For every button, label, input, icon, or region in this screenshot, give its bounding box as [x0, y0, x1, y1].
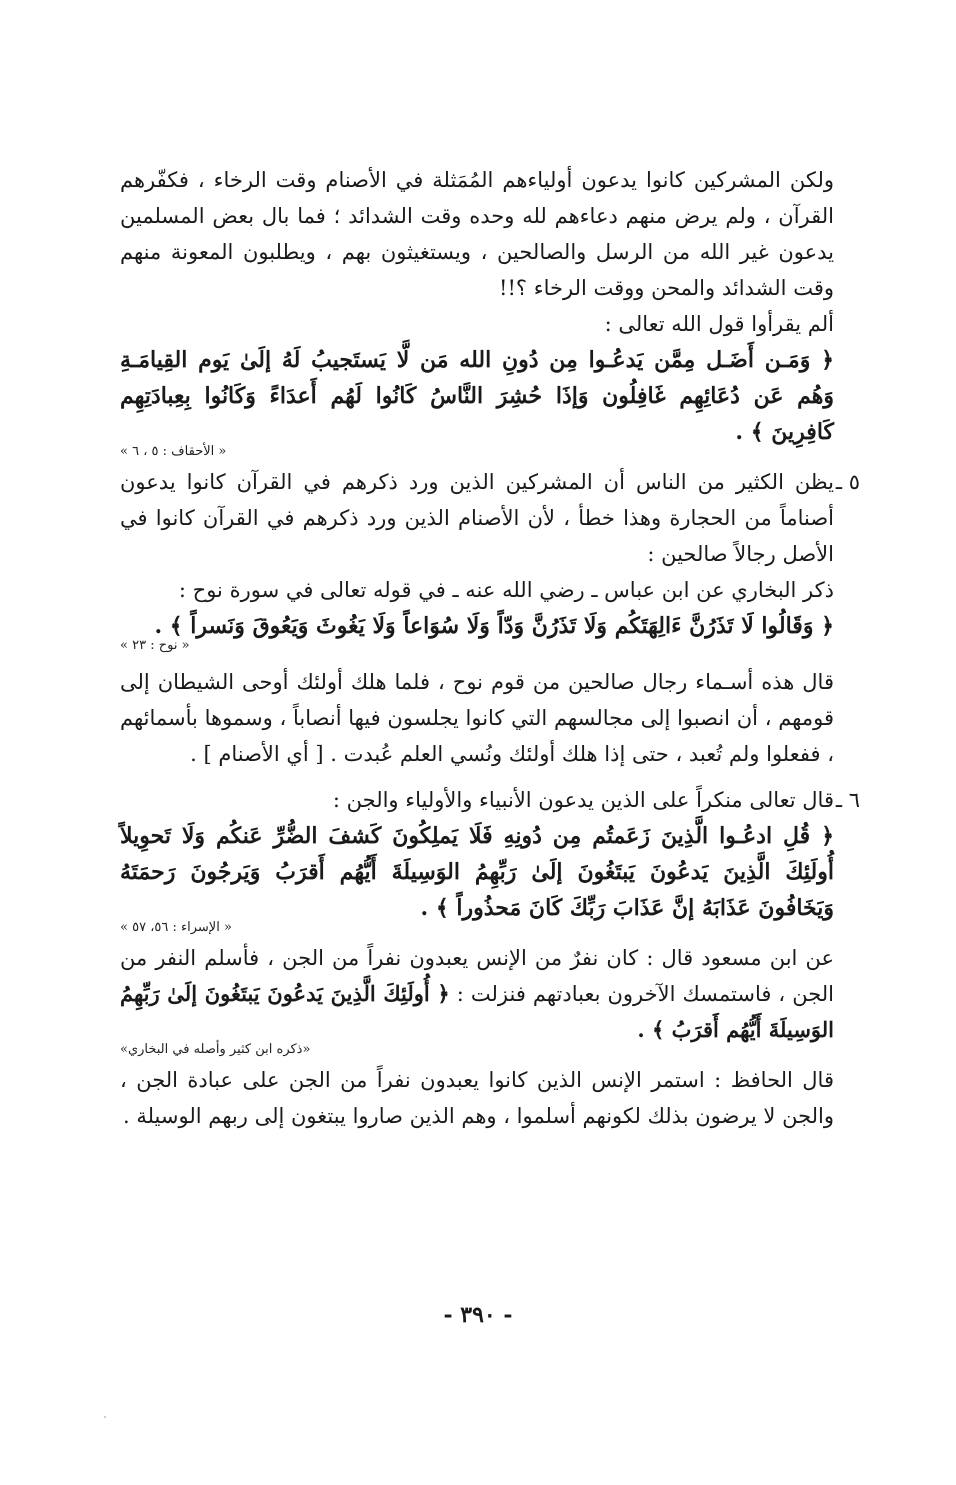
numbered-item-5	[120, 464, 860, 572]
page-body	[120, 162, 860, 1134]
paragraph-hafiz: قال الحافظ : استمر الإنس الذين كانوا يعبدون نفراً من الجن على عبادة الجن ، والجن لا يرضون بذلك لكونهم أسلموا ، وهم الذين صاروا يبتغون إلى ربهم الوسيلة .	[120, 1068, 834, 1128]
verse-reference-nuh: « نوح : ٢٣ »	[120, 638, 190, 653]
verse-reference-ahqaf: « الأحقاف : ٥ ، ٦ »	[120, 444, 227, 459]
paragraph-intro: ولكن المشركين كانوا يدعون أولياءهم المُمَثلة في الأصنام وقت الرخاء ، فكفّرهم القرآن ، ولم يرض منهم دعاءهم لله وحده وقت الشدائد ؛ فما بال بعض المسلمين يدعون غير الله من الرسل والصالحين ، ويستغيثون بهم ، ويطلبون المعونة منهم وقت الشدائد والمحن ووقت الرخاء ؟!!	[120, 168, 834, 300]
scan-mark	[104, 1416, 106, 1418]
paragraph-names: قال هذه أسـماء رجال صالحين من قوم نوح ، فلما هلك أولئك أوحى الشيطان إلى قومهم ، أن انصبوا إلى مجالسهم التي كانوا يجلسون فيها أنصاباً ، وسموها بأسمائهم ، ففعلوا ولم تُعبد ، حتى إذا هلك أولئك ونُسي العلم عُبدت . [ أي الأصنام ] .	[120, 670, 834, 766]
numbered-item-6	[120, 782, 860, 818]
quran-verse-nuh: ﴿ وَقَالُوا لَا تَذَرُنَّ ءَالِهَتَكُم وَلَا تَذَرُنَّ وَدّاً وَلَا سُوَاعاً وَلَا يَغُوثَ وَيَعُوقَ وَنَسراً ﴾ .	[154, 613, 834, 639]
verse-reference-isra: « الإسراء : ٥٦، ٥٧ »	[120, 920, 232, 935]
item-number-6: ٦ ـ	[835, 788, 860, 812]
page-number: - ٣٩٠ -	[443, 1302, 513, 1328]
quran-verse-isra: ﴿ قُلِ ادعُـوا الَّذِينَ زَعَمتُم مِن دُونِهِ فَلَا يَملِكُونَ كَشفَ الضُّرِّ عَنكُم وَلَا تَحوِيلاً أُولَئِكَ الَّذِينَ يَدعُونَ يَبتَغُونَ إلَىٰ رَبِّهِمُ الوَسِيلَةَ أَيُّهُم أَقرَبُ وَيَرجُونَ رَحمَتَهُ وَيَخَافُونَ عَذَابَهُ إنَّ عَذَابَ رَبِّكَ كَانَ مَحذُوراً ﴾ .	[120, 823, 834, 921]
quran-verse-ahqaf: ﴿ وَمَـن أَضَـل مِمَّن يَدعُـوا مِن دُونِ الله مَن لَّا يَستَجيبُ لَهُ إلَىٰ يَوم القِيامَـةِ وَهُم عَن دُعَائِهِم غَافِلُون وَإذَا حُشِرَ النَّاسُ كَانُوا لَهُم أَعدَاءً وَكَانُوا بِعِبادَتِهِم كَافِرِينَ ﴾ .	[120, 347, 834, 445]
paragraph-question: ألم يقرأوا قول الله تعالى :	[604, 312, 834, 336]
item-number-5: ٥ ـ	[835, 470, 860, 494]
paragraph-ibn-masud	[120, 940, 834, 1048]
ibn-masud-verse: ﴿ أُولَئِكَ الَّذِينَ يَدعُونَ يَبتَغُونَ إلَىٰ رَبِّهِمُ الوَسِيلَةَ أَيُّهُم أَقرَبُ ﴾ .	[120, 981, 834, 1042]
ibn-masud-text: عن ابن مسعود قال : كان نفرٌ من الإنس يعبدون نفراً من الجن ، فأسلم النفر من الجن ، فاستمسك الآخرون بعبادتهم فنزلت :	[120, 946, 834, 1006]
paragraph-bukhari: ذكر البخاري عن ابن عباس ـ رضي الله عنه ـ في قوله تعالى في سورة نوح :	[178, 578, 834, 602]
spacer	[120, 772, 834, 782]
reference-ibn-kathir: «ذكره ابن كثير وأصله في البخاري»	[120, 1042, 311, 1057]
paragraph-item-5: يظن الكثير من الناس أن المشركين الذين ورد ذكرهم في القرآن كانوا يدعون أصناماً من الحجارة وهذا خطأ ، لأن الأصنام الذين ورد ذكرهم في القرآن كانوا في الأصل رجالاً صالحين :	[120, 470, 834, 566]
paragraph-item-6: قال تعالى منكراً على الذين يدعون الأنبياء والأولياء والجن :	[332, 788, 834, 812]
